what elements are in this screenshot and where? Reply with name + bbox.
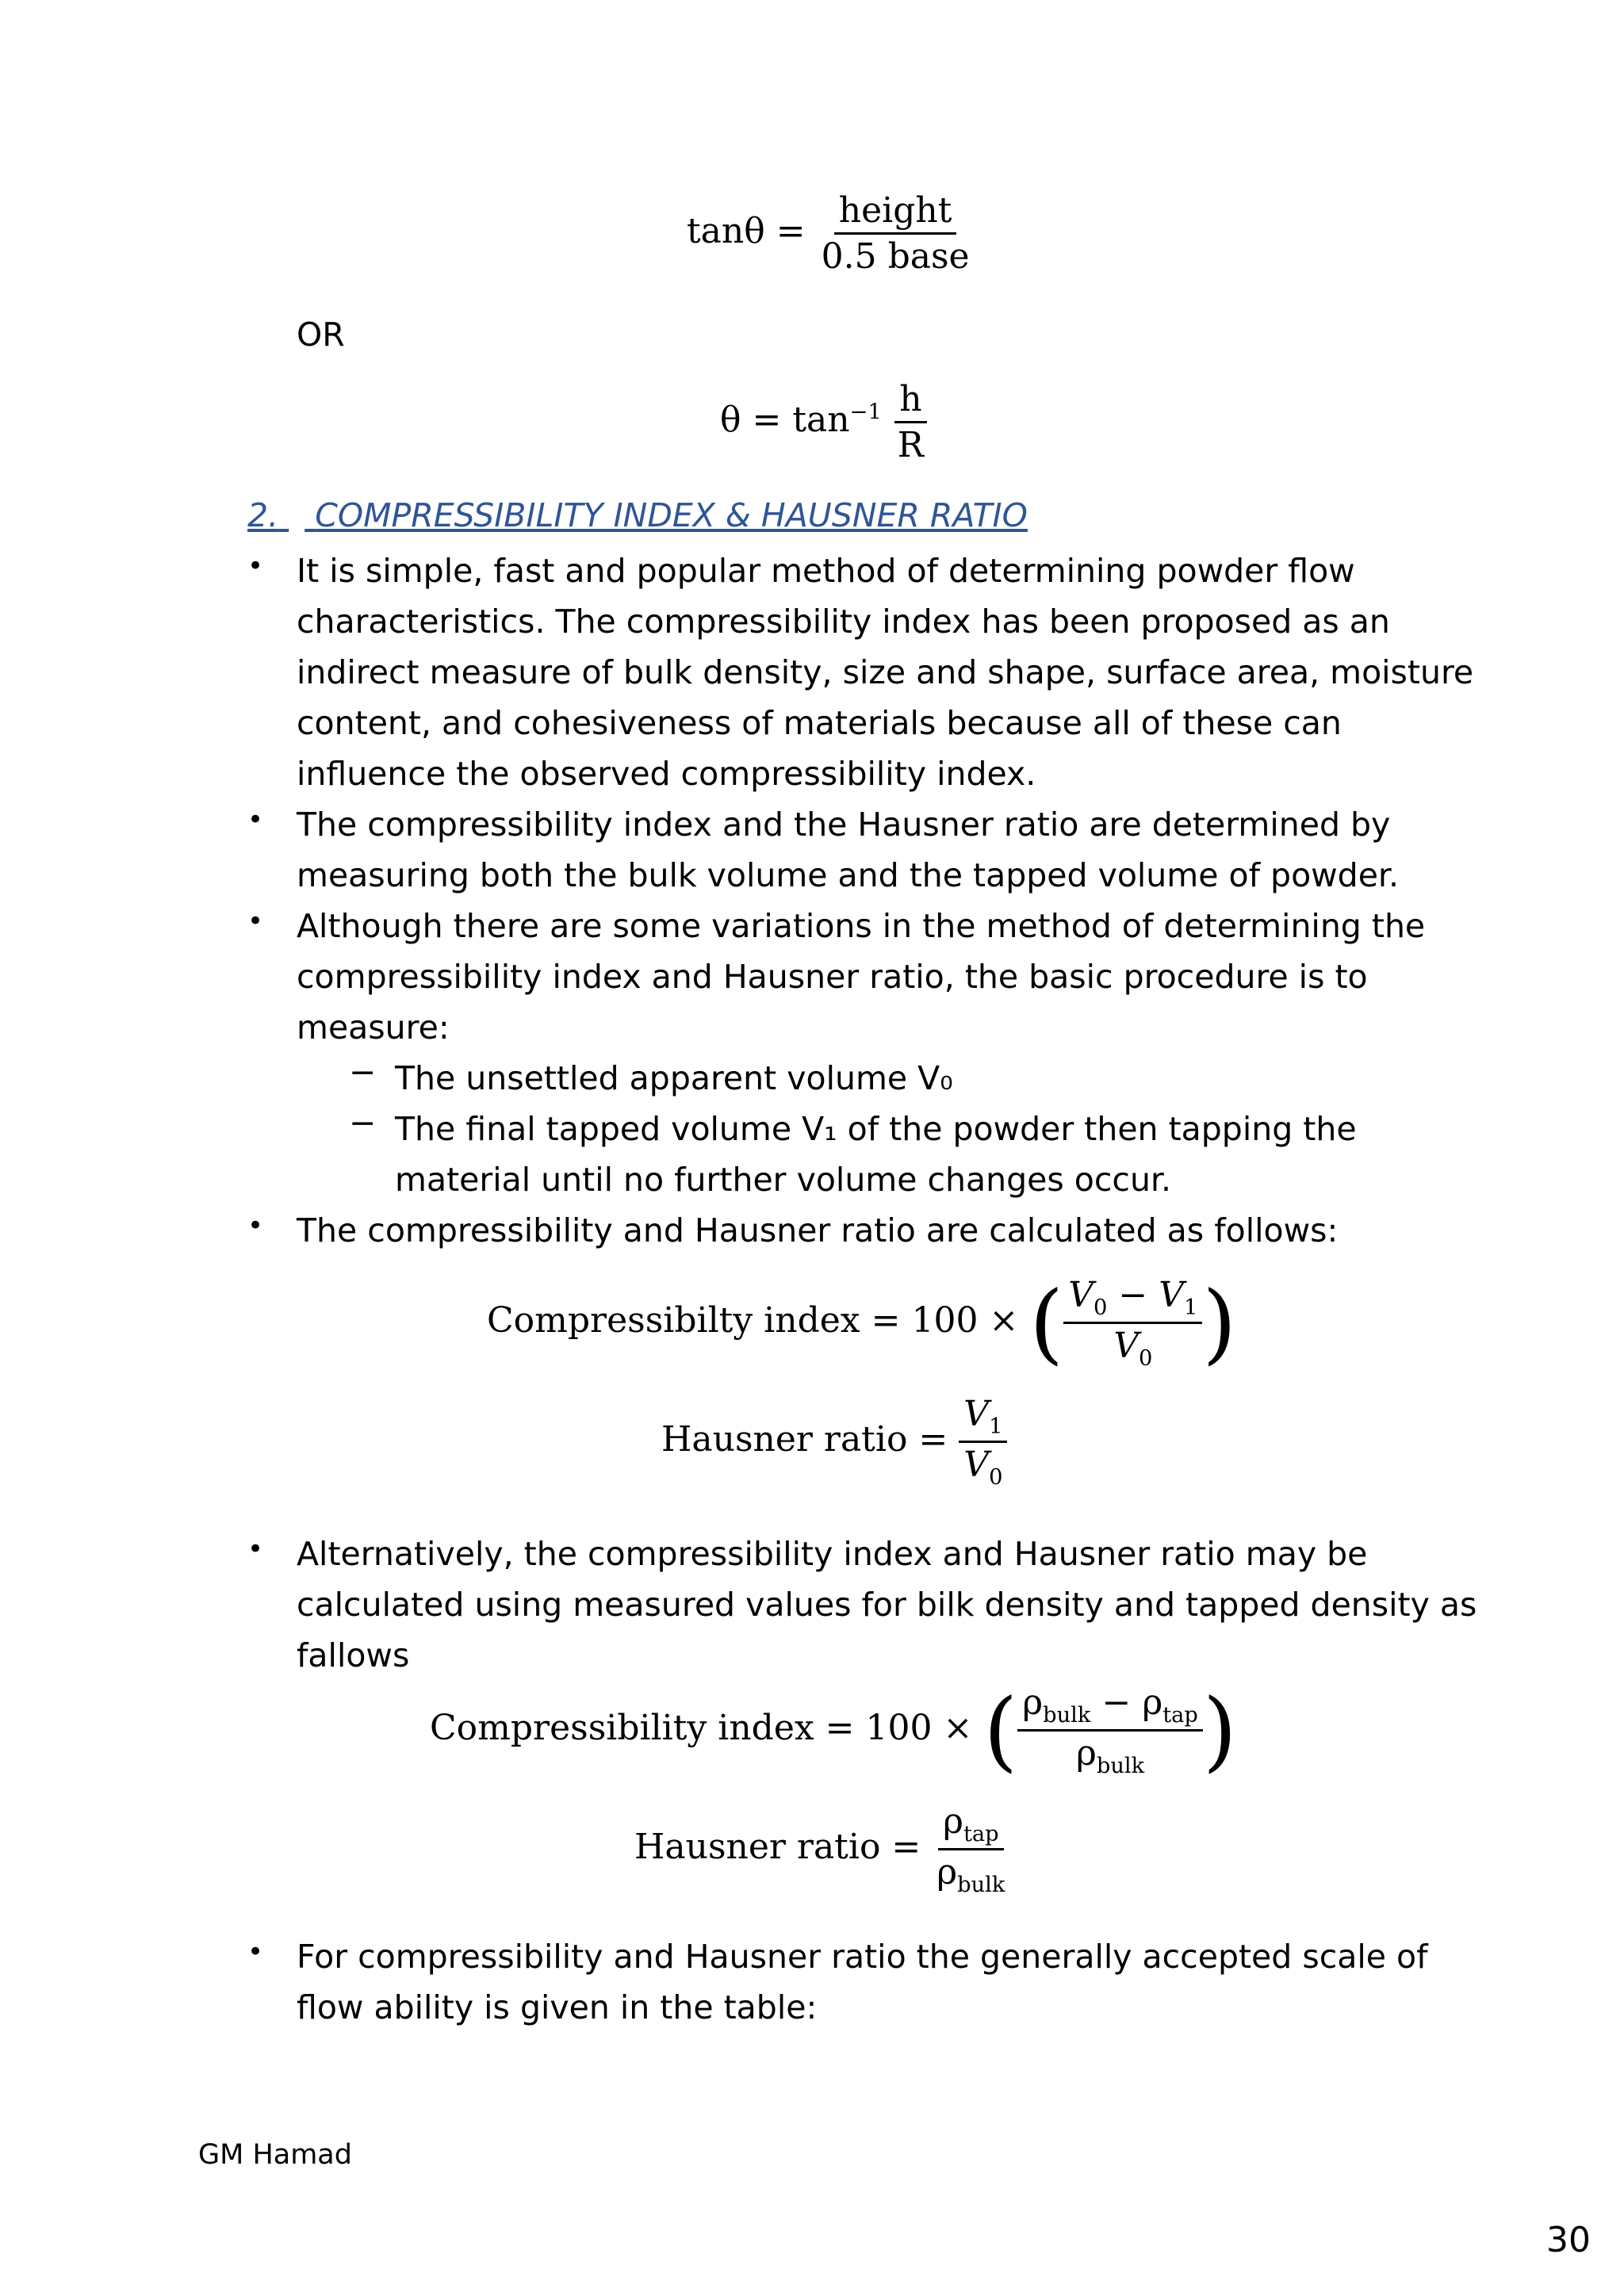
text-line: The final tapped volume V₁ of the powder then tapping the xyxy=(395,1110,1357,1148)
section-number: 2. xyxy=(247,496,279,534)
subscript: bulk xyxy=(957,1872,1005,1897)
text-line: measuring both the bulk volume and the tapped volume of powder. xyxy=(297,856,1400,894)
fraction xyxy=(893,379,929,465)
bullet-paragraph: The compressibility and Hausner ratio are calculated as follows: xyxy=(297,1211,1339,1249)
subscript: 0 xyxy=(1139,1345,1153,1371)
bullet-symbol: • xyxy=(247,1533,264,1565)
formula-lhs: Compressibilty index = 100 × xyxy=(487,1299,1019,1341)
dash-symbol: − xyxy=(349,1053,377,1091)
fraction-denominator xyxy=(932,1850,1009,1897)
text-line: The compressibility index and the Hausner ratio are determined by xyxy=(297,806,1391,844)
text-line: Alternatively, the compressibility index and Hausner ratio may be xyxy=(297,1535,1368,1573)
bullet-symbol: • xyxy=(247,1936,264,1968)
paren-right: ) xyxy=(1202,1679,1237,1781)
formula-hausner-volume xyxy=(661,1394,1007,1490)
fraction-numerator xyxy=(959,1394,1007,1443)
fraction-denominator xyxy=(1109,1324,1157,1371)
paren-left: ( xyxy=(983,1679,1018,1781)
formula-lhs: Hausner ratio = xyxy=(661,1418,948,1460)
subscript: tap xyxy=(1162,1702,1198,1728)
var: ρ xyxy=(943,1801,963,1842)
formula-lhs: Compressibility index = 100 × xyxy=(430,1707,973,1748)
var: V xyxy=(1113,1325,1139,1366)
fraction-numerator xyxy=(1063,1275,1202,1324)
minus-sign: − xyxy=(1118,1275,1148,1315)
sub-item xyxy=(395,1104,1357,1205)
text-line: measure: xyxy=(297,1008,450,1047)
fraction xyxy=(1063,1275,1202,1371)
bullet-symbol: • xyxy=(247,905,264,937)
subscript: tap xyxy=(963,1821,999,1846)
paren-left: ( xyxy=(1029,1272,1064,1374)
text-line: content, and cohesiveness of materials because all of these can xyxy=(297,704,1342,742)
fraction-numerator: height xyxy=(834,190,957,235)
var: V xyxy=(963,1394,990,1434)
text-line: flow ability is given in the table: xyxy=(297,1988,818,2026)
subscript: bulk xyxy=(1096,1753,1145,1778)
bullet-paragraph xyxy=(297,1529,1477,1681)
fraction xyxy=(932,1801,1009,1897)
fraction-denominator: 0.5 base xyxy=(821,236,970,277)
section-title: COMPRESSIBILITY INDEX & HAUSNER RATIO xyxy=(315,496,1028,534)
fraction-numerator xyxy=(938,1801,1004,1850)
text-line: It is simple, fast and popular method of determining powder flow xyxy=(297,552,1355,590)
var: V xyxy=(1068,1275,1094,1315)
footer-author: GM Hamad xyxy=(198,2139,352,2171)
sub-item: The unsettled apparent volume V₀ xyxy=(395,1059,953,1097)
formula-compressibility-density xyxy=(430,1679,1237,1781)
text-line: material until no further volume changes occur. xyxy=(395,1161,1172,1199)
fraction xyxy=(959,1394,1007,1490)
subscript: bulk xyxy=(1043,1702,1091,1728)
bullet-paragraph xyxy=(297,901,1425,1053)
bullet-symbol: • xyxy=(247,804,264,836)
text-line: calculated using measured values for bilk density and tapped density as xyxy=(297,1586,1477,1624)
subscript: 1 xyxy=(989,1414,1003,1439)
fraction-denominator: R xyxy=(897,425,924,465)
fraction-denominator xyxy=(1071,1732,1149,1778)
text-line: For compressibility and Hausner ratio the generally accepted scale of xyxy=(297,1938,1428,1976)
page-number: 30 xyxy=(1546,2220,1591,2260)
bullet-paragraph xyxy=(297,799,1399,901)
var: V xyxy=(1159,1275,1185,1315)
fraction-numerator xyxy=(1017,1682,1203,1732)
fraction xyxy=(817,190,975,277)
paren-right: ) xyxy=(1202,1272,1237,1374)
minus-sign: − xyxy=(1101,1682,1132,1723)
formula-hausner-density xyxy=(634,1801,1009,1897)
formula-lhs: θ = tan xyxy=(720,400,850,440)
formula-theta xyxy=(720,379,929,465)
formula-lhs: Hausner ratio = xyxy=(634,1826,921,1867)
section-heading xyxy=(247,496,1028,534)
or-text: OR xyxy=(297,316,345,354)
bullet-paragraph xyxy=(297,545,1473,799)
formula-lhs: tanθ = xyxy=(687,211,806,251)
bullet-symbol: • xyxy=(247,1210,264,1242)
text-line: indirect measure of bulk density, size and shape, surface area, moisture xyxy=(297,653,1474,691)
dash-symbol: − xyxy=(349,1104,377,1142)
formula-tan-theta xyxy=(687,190,975,277)
formula-superscript: −1 xyxy=(849,400,882,425)
text-line: Although there are some variations in the method of determining the xyxy=(297,907,1426,945)
bullet-paragraph xyxy=(297,1931,1428,2033)
var: ρ xyxy=(1022,1682,1044,1723)
text-line: fallows xyxy=(297,1636,410,1674)
formula-compressibility-volume xyxy=(487,1272,1237,1374)
subscript: 1 xyxy=(1184,1295,1198,1320)
subscript: 0 xyxy=(989,1464,1003,1490)
fraction xyxy=(1017,1682,1203,1778)
bullet-symbol: • xyxy=(247,550,264,582)
var: ρ xyxy=(936,1851,958,1892)
var: V xyxy=(963,1444,990,1485)
var: ρ xyxy=(1142,1682,1163,1723)
text-line: compressibility index and Hausner ratio, the basic procedure is to xyxy=(297,958,1368,996)
text-line: characteristics. The compressibility index has been proposed as an xyxy=(297,603,1390,641)
subscript: 0 xyxy=(1094,1295,1108,1320)
fraction-numerator: h xyxy=(894,379,926,423)
text-line: influence the observed compressibility index. xyxy=(297,755,1036,793)
fraction-denominator xyxy=(959,1443,1007,1490)
var: ρ xyxy=(1076,1732,1097,1774)
